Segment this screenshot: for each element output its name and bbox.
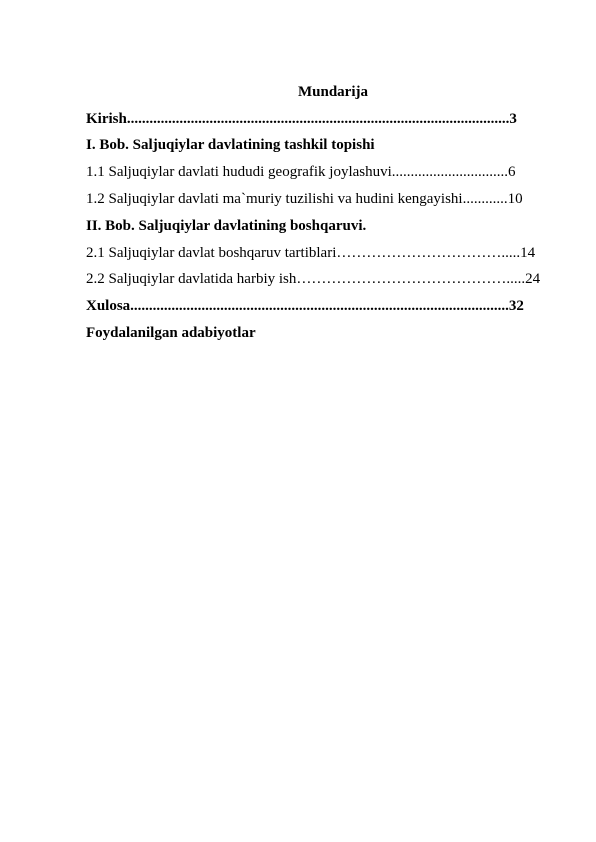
toc-entry-section-2-1: 2.1 Saljuqiylar davlat boshqaruv tartiblari…………………………….....14 bbox=[86, 245, 536, 261]
page-title: Mundarija bbox=[297, 84, 368, 100]
toc-entry-section-1-2: 1.2 Saljuqiylar davlati ma`muriy tuzilishi va hudini kengayishi............10 bbox=[86, 191, 523, 207]
toc-entry-kirish: Kirish......................................................................................................3 bbox=[86, 111, 517, 127]
toc-entry-xulosa: Xulosa.....................................................................................................32 bbox=[86, 298, 524, 314]
toc-entry-chapter-2: II. Bob. Saljuqiylar davlatining boshqaruvi. bbox=[86, 218, 367, 234]
toc-entry-bibliography: Foydalanilgan adabiyotlar bbox=[86, 325, 256, 341]
toc-entry-chapter-1: I. Bob. Saljuqiylar davlatining tashkil topishi bbox=[86, 137, 375, 153]
toc-entry-section-2-2: 2.2 Saljuqiylar davlatida harbiy ish…………………………………….....24 bbox=[86, 271, 541, 287]
toc-entry-section-1-1: 1.1 Saljuqiylar davlati hududi geografik joylashuvi...............................6 bbox=[86, 164, 516, 180]
